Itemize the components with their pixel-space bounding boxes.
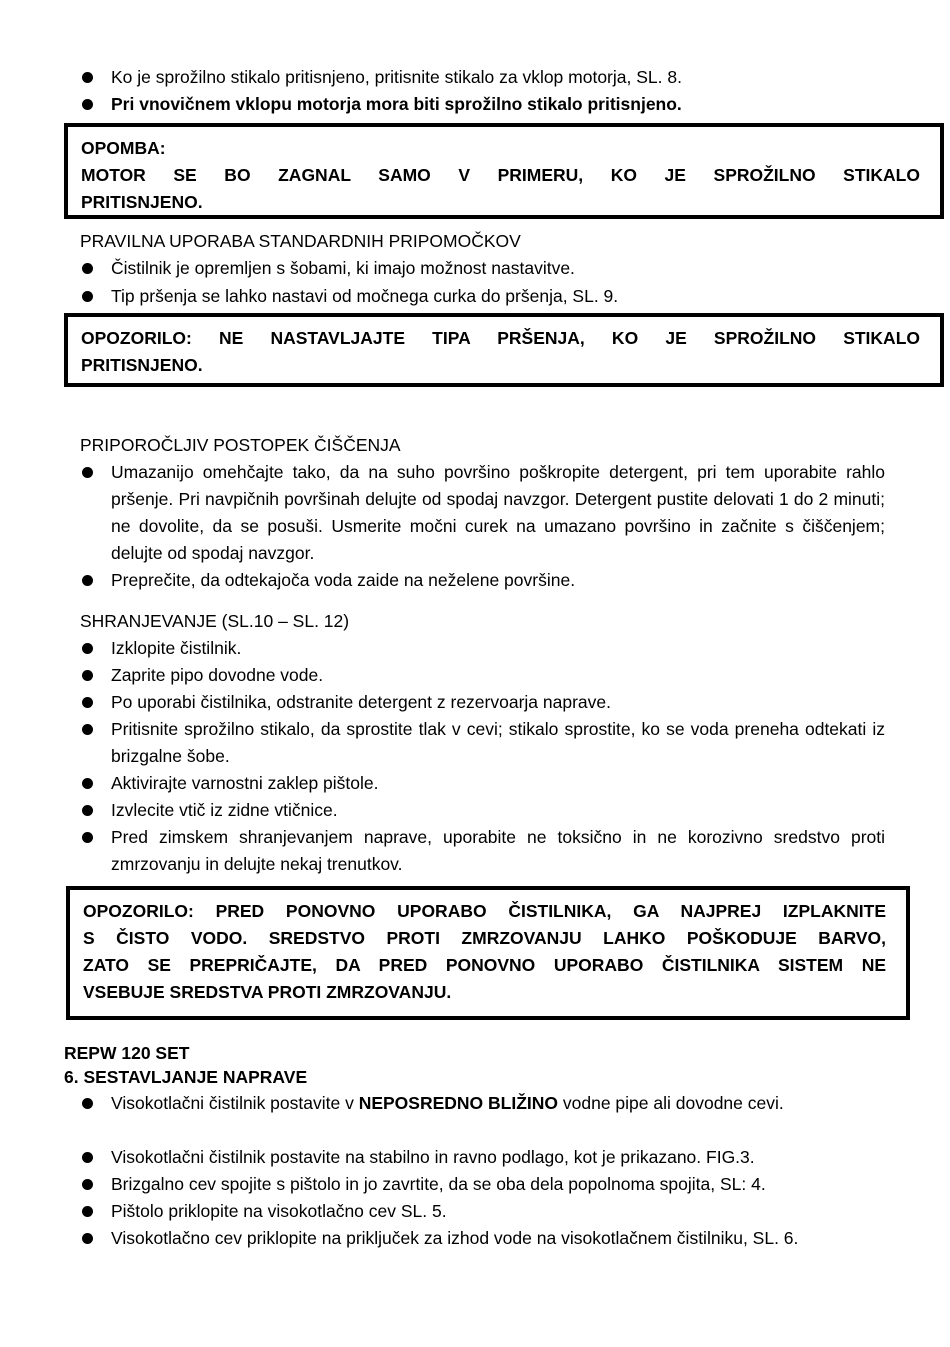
bullet-icon: [82, 805, 93, 816]
warning-text-line: OPOZORILO: PRED PONOVNO UPORABO ČISTILNIKA, GA NAJPREJ IZPLAKNITE: [83, 901, 886, 921]
list-item: [80, 567, 885, 594]
list-item: [80, 662, 885, 689]
list-item-text: Umazanijo omehčajte tako, da na suho površino poškropite detergent, pri tem uporabite rahlo pršenje. Pri navpičnih površinah delujte od spodaj navzgor. Detergent pustite delovati 1 do 2 minuti; ne dovolite, da se posuši. Usmerite močni curek na umazano površino in začnite s čiščenjem; delujte od spodaj navzgor.: [111, 462, 885, 563]
bullet-icon: [82, 1233, 93, 1244]
note-text-line: MOTOR SE BO ZAGNAL SAMO V PRIMERU, KO JE SPROŽILNO STIKALO: [81, 165, 920, 185]
bullet-icon: [82, 1098, 93, 1109]
list-item: [80, 255, 885, 282]
list-item-text: Izvlecite vtič iz zidne vtičnice.: [111, 800, 338, 820]
section-heading: SHRANJEVANJE (SL.10 – SL. 12): [80, 611, 350, 631]
bullet-icon: [82, 1206, 93, 1217]
note-box: [64, 123, 944, 219]
note-text-line: PRITISNJENO.: [81, 192, 203, 212]
warning-text-line: VSEBUJE SREDSTVA PROTI ZMRZOVANJU.: [83, 982, 452, 1002]
section-heading: PRIPOROČLJIV POSTOPEK ČIŠČENJA: [80, 435, 401, 455]
list-item: [80, 797, 885, 824]
list-item-text: Zaprite pipo dovodne vode.: [111, 665, 324, 685]
bullet-icon: [82, 72, 93, 83]
list-item-text: Pred zimskem shranjevanjem naprave, uporabite ne toksično in ne korozivno sredstvo proti zmrzovanju in delujte nekaj trenutkov.: [111, 827, 885, 874]
list-item-text: Pritisnite sprožilno stikalo, da sprostite tlak v cevi; stikalo sprostite, ko se voda preneha odtekati iz brizgalne šobe.: [111, 719, 885, 766]
list-item-text-part: vodne pipe ali dovodne cevi.: [558, 1093, 784, 1113]
list-item-text: Pištolo priklopite na visokotlačno cev SL. 5.: [111, 1201, 447, 1221]
bullet-icon: [82, 99, 93, 110]
emphasis-text: NEPOSREDNO BLIŽINO: [358, 1093, 559, 1113]
bullet-icon: [82, 697, 93, 708]
list-item-text: Visokotlačno cev priklopite na priključek za izhod vode na visokotlačnem čistilniku, SL. 6.: [111, 1228, 799, 1248]
list-item: [80, 1171, 885, 1198]
bullet-icon: [82, 724, 93, 735]
bullet-icon: [82, 670, 93, 681]
warning-text-line: ZATO SE PREPRIČAJTE, DA PRED PONOVNO UPORABO ČISTILNIKA SISTEM NE: [83, 955, 886, 975]
warning-text-line: PRITISNJENO.: [81, 355, 203, 375]
warning-text-line: OPOZORILO: NE NASTAVLJAJTE TIPA PRŠENJA, KO JE SPROŽILNO STIKALO: [81, 328, 920, 348]
list-item-text: Ko je sprožilno stikalo pritisnjeno, pritisnite stikalo za vklop motorja, SL. 8.: [111, 67, 682, 87]
list-item-text: Brizgalno cev spojite s pištolo in jo zavrtite, da se oba dela popolnoma spojita, SL: 4.: [111, 1174, 766, 1194]
warning-box: [64, 313, 944, 387]
list-item-text: Čistilnik je opremljen s šobami, ki imajo možnost nastavitve.: [111, 258, 575, 278]
bullet-icon: [82, 291, 93, 302]
bullet-icon: [82, 1152, 93, 1163]
list-item-text: Visokotlačni čistilnik postavite na stabilno in ravno podlago, kot je prikazano. FIG.3.: [111, 1147, 755, 1167]
section-heading: PRAVILNA UPORABA STANDARDNIH PRIPOMOČKOV: [80, 231, 521, 251]
list-item: [80, 459, 885, 567]
list-item: [80, 1198, 885, 1225]
list-item: [80, 91, 885, 118]
bullet-icon: [82, 643, 93, 654]
section-title: 6. SESTAVLJANJE NAPRAVE: [64, 1067, 308, 1087]
bullet-icon: [82, 263, 93, 274]
list-item-text-part: Visokotlačni čistilnik postavite v: [111, 1093, 359, 1113]
note-title: OPOMBA:: [81, 138, 166, 158]
list-item: [80, 716, 885, 770]
list-item-text: Izklopite čistilnik.: [111, 638, 242, 658]
list-item: [80, 283, 885, 310]
list-item-text: Tip pršenja se lahko nastavi od močnega curka do pršenja, SL. 9.: [111, 286, 619, 306]
list-item-text: Po uporabi čistilnika, odstranite detergent z rezervoarja naprave.: [111, 692, 611, 712]
list-item-text: Preprečite, da odtekajoča voda zaide na neželene površine.: [111, 570, 576, 590]
list-item: [80, 1225, 885, 1252]
list-item: [80, 64, 885, 91]
list-item-text: Aktivirajte varnostni zaklep pištole.: [111, 773, 379, 793]
list-item-text: [111, 1090, 885, 1117]
bullet-icon: [82, 832, 93, 843]
bullet-icon: [82, 467, 93, 478]
model-name: REPW 120 SET: [64, 1043, 190, 1063]
bullet-icon: [82, 778, 93, 789]
list-item-text: Pri vnovičnem vklopu motorja mora biti sprožilno stikalo pritisnjeno.: [111, 94, 682, 114]
bullet-icon: [82, 1179, 93, 1190]
warning-box: [66, 886, 910, 1020]
list-item: [80, 824, 885, 878]
bullet-icon: [82, 575, 93, 586]
list-item: [80, 1090, 885, 1117]
list-item: [80, 635, 885, 662]
list-item: [80, 1144, 885, 1171]
list-item: [80, 689, 885, 716]
list-item: [80, 770, 885, 797]
warning-text-line: S ČISTO VODO. SREDSTVO PROTI ZMRZOVANJU LAHKO POŠKODUJE BARVO,: [83, 928, 886, 948]
